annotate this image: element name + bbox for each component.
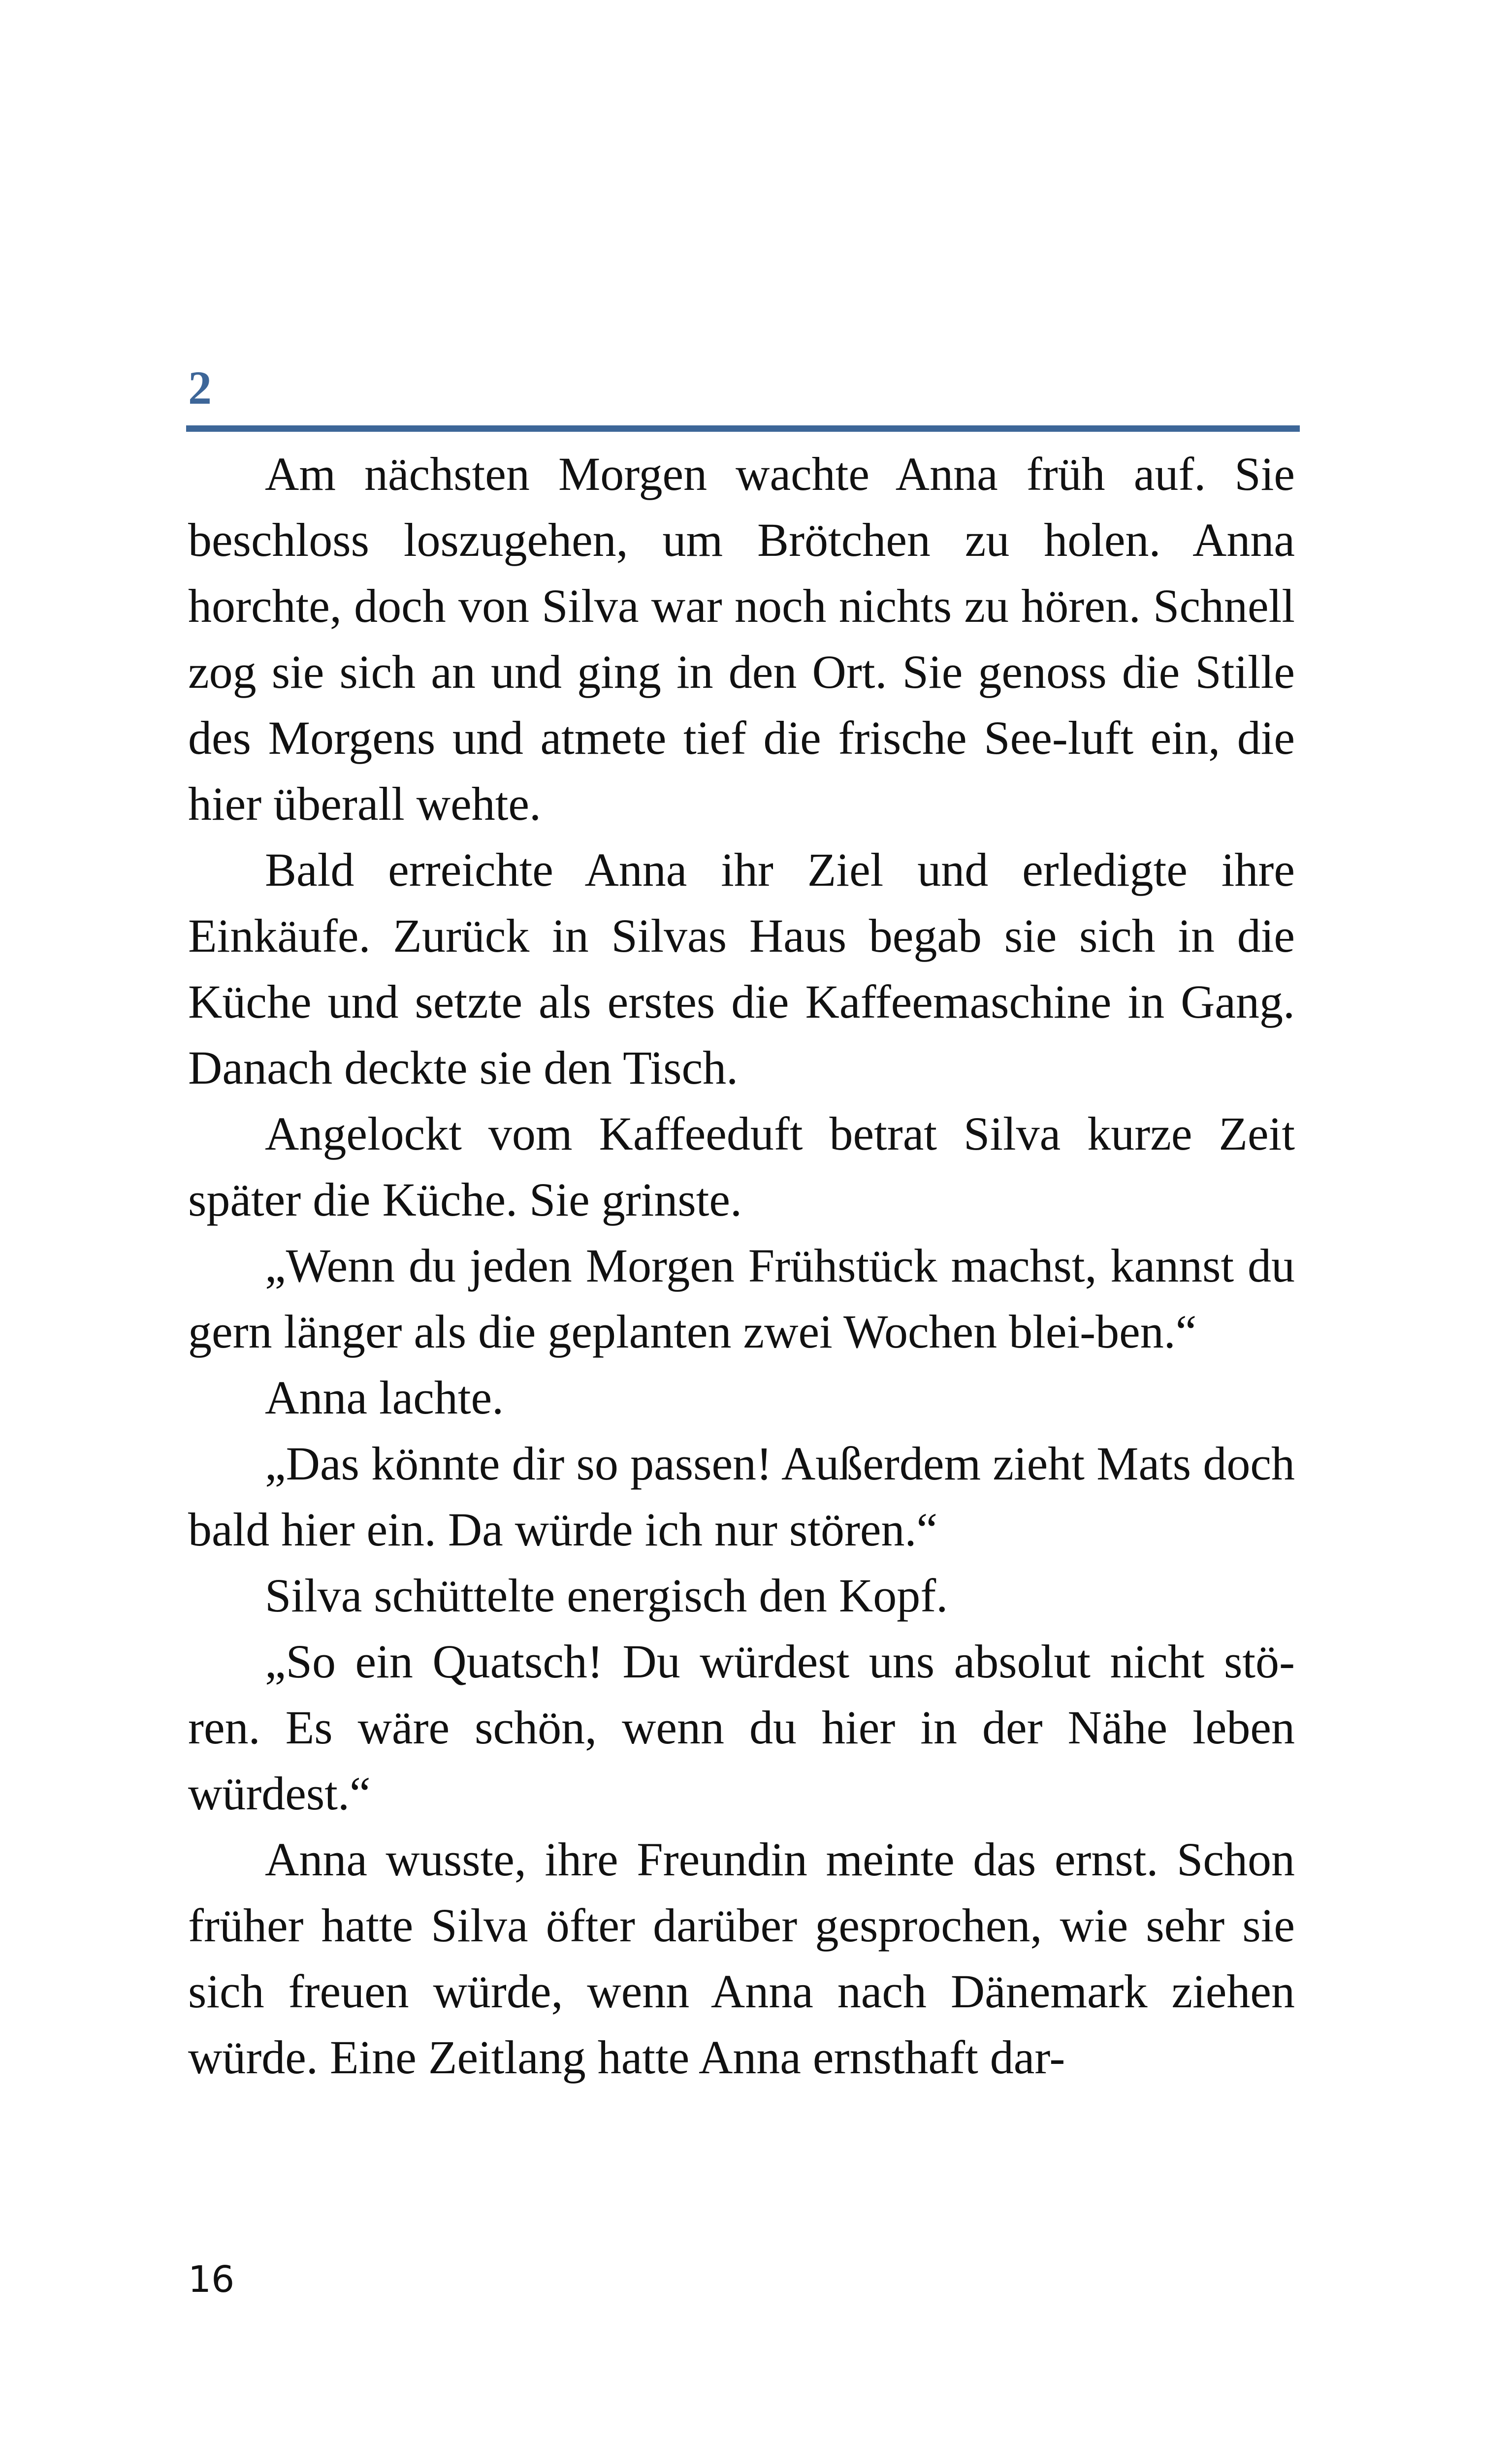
chapter-number: 2 bbox=[188, 361, 212, 414]
paragraph: Am nächsten Morgen wachte Anna früh auf. Sie beschloss loszugehen, um Brötchen zu holen. Anna horchte, doch von Silva war noch nichts zu hören. Schnell zog sie sich an und ging in den Ort. Sie genoss die Stille des Morgens und atmete tief die frische See-luft ein, die hier überall wehte. bbox=[188, 448, 1295, 830]
paragraph: Anna wusste, ihre Freundin meinte das ernst. Schon früher hatte Silva öfter darüber gesprochen, wie sehr sie sich freuen würde, wenn Anna nach Dänemark ziehen würde. Eine Zeitlang hatte Anna ernsthaft dar- bbox=[188, 1833, 1295, 2084]
paragraph: Angelockt vom Kaffeeduft betrat Silva kurze Zeit später die Küche. Sie grinste. bbox=[188, 1107, 1295, 1226]
chapter-divider bbox=[186, 425, 1300, 432]
paragraph: „Wenn du jeden Morgen Frühstück machst, kannst du gern länger als die geplanten zwei Wochen blei-ben.“ bbox=[188, 1239, 1295, 1358]
paragraph: „So ein Quatsch! Du würdest uns absolut nicht stö-ren. Es wäre schön, wenn du hier in der Nähe leben würdest.“ bbox=[188, 1635, 1295, 1820]
paragraph: Bald erreichte Anna ihr Ziel und erledigte ihre Einkäufe. Zurück in Silvas Haus begab sie sich in die Küche und setzte als erstes die Kaffeemaschine in Gang. Danach deckte sie den Tisch. bbox=[188, 843, 1295, 1094]
chapter-body bbox=[188, 441, 1295, 2090]
paragraph: Silva schüttelte energisch den Kopf. bbox=[265, 1569, 948, 1622]
page-number: 16 bbox=[188, 2258, 235, 2301]
paragraph: „Das könnte dir so passen! Außerdem zieht Mats doch bald hier ein. Da würde ich nur stören.“ bbox=[188, 1437, 1295, 1556]
paragraph: Anna lachte. bbox=[265, 1371, 504, 1424]
